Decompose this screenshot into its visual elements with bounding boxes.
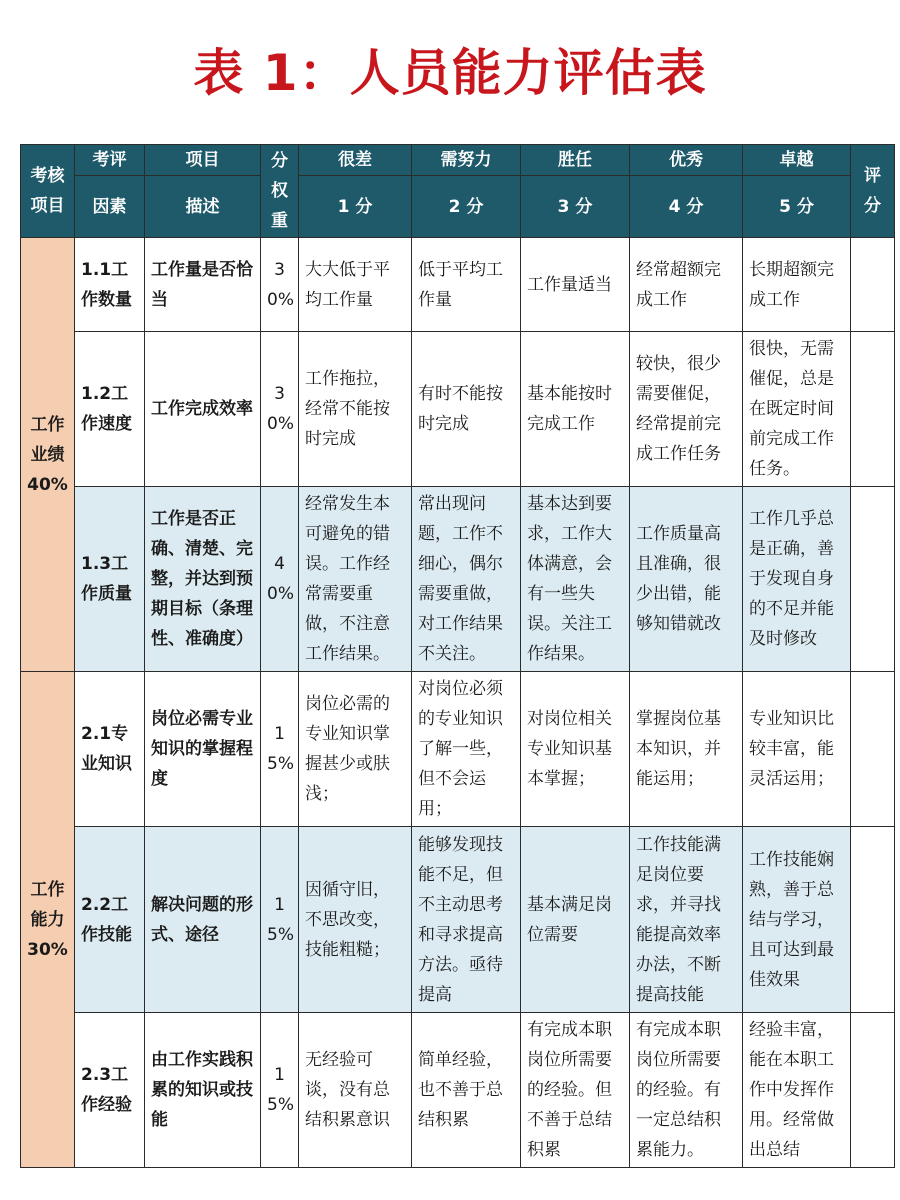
table-row bbox=[21, 332, 895, 487]
table-row bbox=[21, 238, 895, 332]
level-cell: 大大低于平均工作量 bbox=[299, 238, 412, 332]
level-cell: 工作拖拉，经常不能按时完成 bbox=[299, 332, 412, 487]
score-input-cell[interactable] bbox=[851, 1013, 895, 1168]
header-weight: 分权重 bbox=[261, 145, 299, 238]
table-row bbox=[21, 672, 895, 827]
table-row bbox=[21, 1013, 895, 1168]
weight-cell: 15% bbox=[261, 1013, 299, 1168]
description-cell: 岗位必需专业知识的掌握程度 bbox=[145, 672, 261, 827]
score-input-cell[interactable] bbox=[851, 827, 895, 1013]
weight-cell: 15% bbox=[261, 672, 299, 827]
table-row bbox=[21, 487, 895, 672]
score-input-cell[interactable] bbox=[851, 672, 895, 827]
factor-cell: 2.2工作技能 bbox=[75, 827, 145, 1013]
weight-cell: 30% bbox=[261, 238, 299, 332]
level-cell: 低于平均工作量 bbox=[412, 238, 521, 332]
factor-cell: 2.1专业知识 bbox=[75, 672, 145, 827]
level-cell: 工作质量高且准确，很少出错，能够知错就改 bbox=[630, 487, 743, 672]
level-cell: 长期超额完成工作 bbox=[743, 238, 851, 332]
level-cell: 无经验可谈，没有总结积累意识 bbox=[299, 1013, 412, 1168]
level-cell: 简单经验，也不善于总结积累 bbox=[412, 1013, 521, 1168]
level-cell: 有完成本职岗位所需要的经验。有一定总结积累能力。 bbox=[630, 1013, 743, 1168]
description-cell: 解决问题的形式、途径 bbox=[145, 827, 261, 1013]
category-cell: 工作能力30% bbox=[21, 672, 75, 1168]
level-cell: 能够发现技能不足，但不主动思考和寻求提高方法。亟待提高 bbox=[412, 827, 521, 1013]
header-row-2 bbox=[21, 176, 895, 238]
description-cell: 由工作实践积累的知识或技能 bbox=[145, 1013, 261, 1168]
header-level-points-1: 1 分 bbox=[299, 176, 412, 238]
header-level-points-3: 3 分 bbox=[521, 176, 630, 238]
score-input-cell[interactable] bbox=[851, 238, 895, 332]
header-level-name-2: 需努力 bbox=[412, 145, 521, 176]
table-row bbox=[21, 827, 895, 1013]
description-cell: 工作量是否恰当 bbox=[145, 238, 261, 332]
header-desc-top: 项目 bbox=[145, 145, 261, 176]
header-level-points-2: 2 分 bbox=[412, 176, 521, 238]
header-factor-bottom: 因素 bbox=[75, 176, 145, 238]
header-row-1 bbox=[21, 145, 895, 176]
description-cell: 工作是否正确、清楚、完整，并达到预期目标（条理性、准确度） bbox=[145, 487, 261, 672]
header-score: 评分 bbox=[851, 145, 895, 238]
level-cell: 工作技能满足岗位要求，并寻找能提高效率办法，不断提高技能 bbox=[630, 827, 743, 1013]
level-cell: 经常发生本可避免的错误。工作经常需要重做，不注意工作结果。 bbox=[299, 487, 412, 672]
level-cell: 经常超额完成工作 bbox=[630, 238, 743, 332]
header-level-points-5: 5 分 bbox=[743, 176, 851, 238]
header-level-name-4: 优秀 bbox=[630, 145, 743, 176]
category-cell: 工作业绩40% bbox=[21, 238, 75, 672]
level-cell: 有完成本职岗位所需要的经验。但不善于总结积累 bbox=[521, 1013, 630, 1168]
level-cell: 较快，很少需要催促，经常提前完成工作任务 bbox=[630, 332, 743, 487]
header-desc-bottom: 描述 bbox=[145, 176, 261, 238]
level-cell: 掌握岗位基本知识，并能运用； bbox=[630, 672, 743, 827]
level-cell: 对岗位相关专业知识基本掌握； bbox=[521, 672, 630, 827]
level-cell: 经验丰富，能在本职工作中发挥作用。经常做出总结 bbox=[743, 1013, 851, 1168]
level-cell: 工作几乎总是正确，善于发现自身的不足并能及时修改 bbox=[743, 487, 851, 672]
description-cell: 工作完成效率 bbox=[145, 332, 261, 487]
score-input-cell[interactable] bbox=[851, 332, 895, 487]
level-cell: 很快，无需催促，总是在既定时间前完成工作任务。 bbox=[743, 332, 851, 487]
header-level-name-3: 胜任 bbox=[521, 145, 630, 176]
header-level-name-1: 很差 bbox=[299, 145, 412, 176]
score-input-cell[interactable] bbox=[851, 487, 895, 672]
level-cell: 工作量适当 bbox=[521, 238, 630, 332]
page-title: 表 1：人员能力评估表 bbox=[193, 44, 707, 102]
factor-cell: 1.2工作速度 bbox=[75, 332, 145, 487]
level-cell: 基本达到要求，工作大体满意，会有一些失误。关注工作结果。 bbox=[521, 487, 630, 672]
factor-cell: 1.3工作质量 bbox=[75, 487, 145, 672]
factor-cell: 1.1工作数量 bbox=[75, 238, 145, 332]
header-level-points-4: 4 分 bbox=[630, 176, 743, 238]
weight-cell: 40% bbox=[261, 487, 299, 672]
level-cell: 常出现问题，工作不细心，偶尔需要重做，对工作结果不关注。 bbox=[412, 487, 521, 672]
level-cell: 对岗位必须的专业知识了解一些，但不会运用； bbox=[412, 672, 521, 827]
level-cell: 因循守旧，不思改变，技能粗糙； bbox=[299, 827, 412, 1013]
header-factor-top: 考评 bbox=[75, 145, 145, 176]
weight-cell: 30% bbox=[261, 332, 299, 487]
level-cell: 有时不能按时完成 bbox=[412, 332, 521, 487]
level-cell: 基本能按时完成工作 bbox=[521, 332, 630, 487]
assessment-table bbox=[20, 144, 895, 1168]
weight-cell: 15% bbox=[261, 827, 299, 1013]
level-cell: 岗位必需的专业知识掌握甚少或肤浅； bbox=[299, 672, 412, 827]
level-cell: 专业知识比较丰富，能灵活运用； bbox=[743, 672, 851, 827]
header-item: 考核项目 bbox=[21, 145, 75, 238]
level-cell: 基本满足岗位需要 bbox=[521, 827, 630, 1013]
level-cell: 工作技能娴熟，善于总结与学习，且可达到最佳效果 bbox=[743, 827, 851, 1013]
header-level-name-5: 卓越 bbox=[743, 145, 851, 176]
factor-cell: 2.3工作经验 bbox=[75, 1013, 145, 1168]
